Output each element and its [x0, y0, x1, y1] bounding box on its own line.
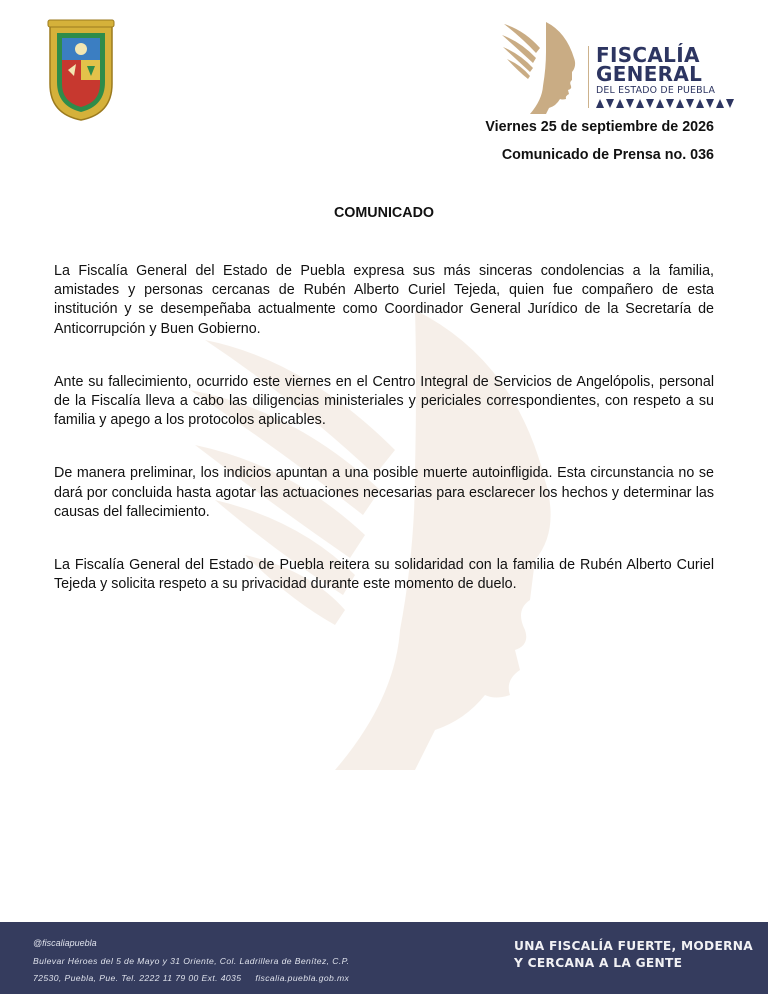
paragraph-2: Ante su fallecimiento, ocurrido este viernes en el Centro Integral de Servicios de Angelópolis, personal de la Fiscalía lleva a cabo las diligencias ministeriales y periciales correspondientes, con respeto a su familia y apego a los protocolos aplicables. [54, 373, 714, 429]
document-title: COMUNICADO [333, 205, 435, 221]
logo-line-fiscalia: FISCALÍA [596, 43, 700, 67]
footer-slogan-line1: UNA FISCALÍA FUERTE, MODERNA [514, 939, 754, 953]
footer-slogan-line2: Y CERCANA A LA GENTE [514, 956, 683, 970]
footer-address-line2 [33, 973, 349, 983]
paragraph-4: La Fiscalía General del Estado de Puebla reitera su solidaridad con la familia de Rubén Alberto Curiel Tejeda y solicita respeto a su privacidad durante este momento de duelo. [54, 557, 714, 593]
logo-title [596, 43, 703, 86]
press-release-number: Comunicado de Prensa no. 036 [501, 147, 714, 163]
footer-address-line2-text: 72530, Puebla, Pue. Tel. 2222 11 79 00 Ext. 4035 [33, 973, 242, 983]
fiscalia-logo [502, 20, 742, 114]
logo-pattern-icon [596, 99, 740, 108]
footer-bar [0, 922, 768, 994]
document-body [54, 262, 714, 628]
logo-subtitle: DEL ESTADO DE PUEBLA [596, 85, 716, 96]
footer-address-line1: Bulevar Héroes del 5 de Mayo y 31 Oriente, Col. Ladrillera de Benítez, C.P. [33, 956, 350, 966]
state-coat-of-arms-icon [44, 18, 118, 122]
paragraph-3: De manera preliminar, los indicios apuntan a una posible muerte autoinfligida. Esta circunstancia no se dará por concluida hasta agotar las actuaciones necesarias para esclarecer los hechos y determinar las causas del fallecimiento. [54, 465, 714, 520]
logo-line-general: GENERAL [596, 62, 703, 86]
footer-website-link[interactable]: fiscalia.puebla.gob.mx [255, 973, 350, 983]
logo-divider [588, 46, 589, 108]
footer-slogan [514, 938, 753, 972]
release-date: Viernes 25 de septiembre de 2026 [485, 119, 714, 135]
winged-head-logo-icon [502, 20, 586, 114]
footer-social-handle: @fiscaliapuebla [33, 938, 97, 948]
paragraph-1: La Fiscalía General del Estado de Puebla expresa sus más sinceras condolencias a la familia, amistades y personas cercanas de Rubén Alberto Curiel Tejeda, quien fue compañero de esta institución y se desempeñaba actualmente como Coordinador General Jurídico de la Secretaría de Anticorrupción y Buen Gobierno. [54, 263, 714, 337]
